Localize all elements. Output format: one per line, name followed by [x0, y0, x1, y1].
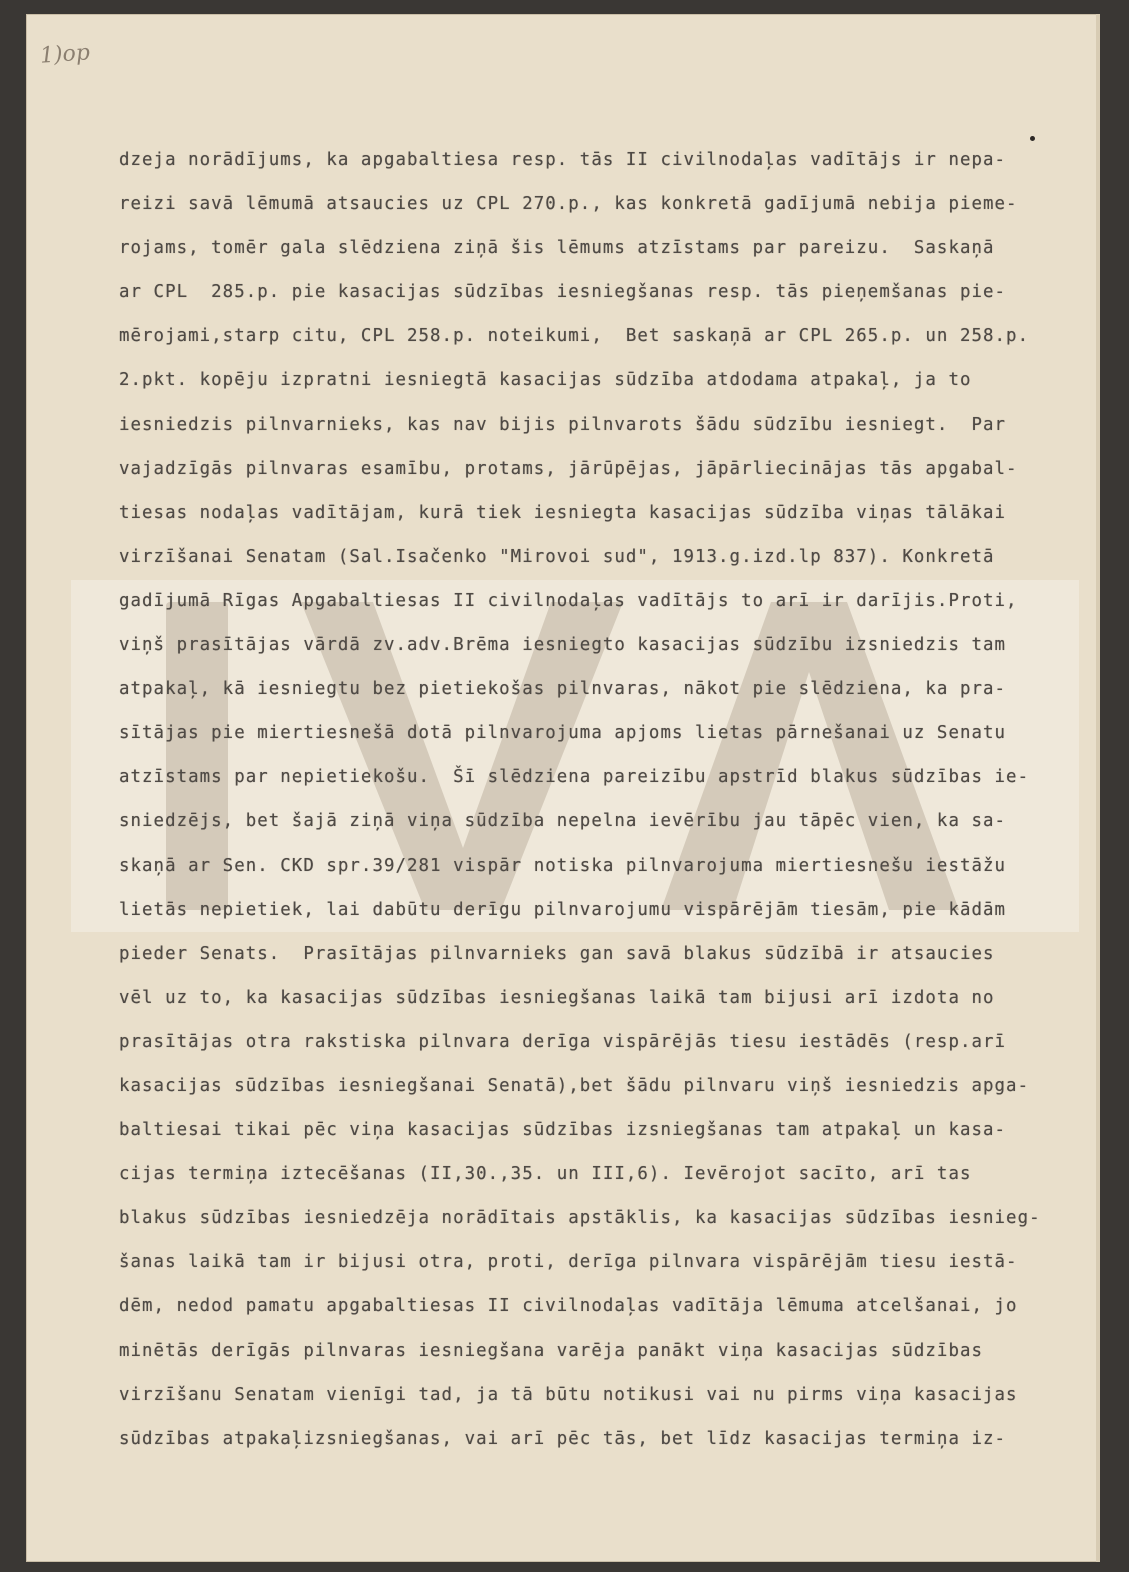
text-line: lietās nepietiek, lai dabūtu derīgu pilnvarojumu vispārējām tiesām, pie kādām [119, 899, 1007, 920]
text-line: tiesas nodaļas vadītājam, kurā tiek iesniegta kasacijas sūdzība viņas tālākai [119, 502, 1007, 523]
text-line: sniedzējs, bet šajā ziņā viņa sūdzība nepelna ievērību jau tāpēc vien, ka sa- [119, 811, 1007, 832]
text-line: iesniedzis pilnvarnieks, kas nav bijis pilnvarots šādu sūdzību iesniegt. Par [119, 414, 1007, 435]
typed-text-body [119, 138, 1079, 1461]
text-line: mērojami,starp citu, CPL 258.p. noteikumi, Bet saskaņā ar CPL 265.p. un 258.p. [119, 326, 1030, 347]
text-line: sūdzības atpakaļizsniegšanas, vai arī pēc tās, bet līdz kasacijas termiņa iz- [119, 1428, 1007, 1449]
text-line: blakus sūdzības iesniedzēja norādītais apstāklis, ka kasacijas sūdzības iesnieg- [119, 1208, 1041, 1229]
text-line: dzeja norādījums, ka apgabaltiesa resp. tās II civilnodaļas vadītājs ir nepa- [119, 150, 1007, 170]
text-line: šanas laikā tam ir bijusi otra, proti, derīga pilnvara vispārējām tiesu iestā- [119, 1252, 1018, 1273]
text-line: minētās derīgās pilnvaras iesniegšana varēja panākt viņa kasacijas sūdzības [119, 1340, 984, 1361]
text-line: virzīšanu Senatam vienīgi tad, ja tā būtu notikusi vai nu pirms viņa kasacijas [119, 1384, 1018, 1405]
text-line: vajadzīgās pilnvaras esamību, protams, jārūpējas, jāpārliecinājas tās apgabal- [119, 458, 1018, 479]
text-line: dēm, nedod pamatu apgabaltiesas II civilnodaļas vadītāja lēmuma atcelšanai, jo [119, 1296, 1018, 1317]
text-line: cijas termiņa iztecēšanas (II,30.,35. un III,6). Ievērojot sacīto, arī tas [119, 1164, 972, 1185]
text-line: kasacijas sūdzības iesniegšanai Senatā),bet šādu pilnvaru viņš iesniedzis apga- [119, 1075, 1030, 1096]
text-line: viņš prasītājas vārdā zv.adv.Brēma iesniegto kasacijas sūdzību izsniedzis tam [119, 635, 1007, 656]
text-line: 2.pkt. kopēju izpratni iesniegtā kasacijas sūdzība atdodama atpakaļ, ja to [119, 370, 972, 391]
text-line: rojams, tomēr gala slēdziena ziņā šis lēmums atzīstams par pareizu. Saskaņā [119, 238, 995, 259]
text-line: skaņā ar Sen. CKD spr.39/281 vispār notiska pilnvarojuma miertiesnešu iestāžu [119, 855, 1007, 876]
text-line: ar CPL 285.p. pie kasacijas sūdzības iesniegšanas resp. tās pieņemšanas pie- [119, 282, 1007, 303]
text-line: atzīstams par nepietiekošu. Šī slēdziena pareizību apstrīd blakus sūdzības ie- [119, 767, 1030, 788]
text-line: sītājas pie miertiesnešā dotā pilnvarojuma apjoms lietas pārnešanai uz Senatu [119, 723, 1007, 744]
handwritten-page-note: 1)op [39, 40, 91, 69]
text-line: prasītājas otra rakstiska pilnvara derīga vispārējās tiesu iestādēs (resp.arī [119, 1031, 1007, 1052]
text-line: atpakaļ, kā iesniegtu bez pietiekošas pilnvaras, nākot pie slēdziena, ka pra- [119, 679, 1007, 700]
text-line: virzīšanai Senatam (Sal.Isačenko "Mirovoi sud", 1913.g.izd.lp 837). Konkretā [119, 546, 995, 567]
text-line: gadījumā Rīgas Apgabaltiesas II civilnodaļas vadītājs to arī ir darījis.Proti, [119, 590, 1018, 611]
text-line: vēl uz to, ka kasacijas sūdzības iesniegšanas laikā tam bijusi arī izdota no [119, 987, 995, 1008]
document-page [26, 14, 1100, 1562]
text-line: pieder Senats. Prasītājas pilnvarnieks gan savā blakus sūdzībā ir atsaucies [119, 943, 995, 964]
text-line: baltiesai tikai pēc viņa kasacijas sūdzības izsniegšanas tam atpakaļ un kasa- [119, 1120, 1007, 1141]
text-line: reizi savā lēmumā atsaucies uz CPL 270.p., kas konkretā gadījumā nebija pieme- [119, 194, 1018, 215]
